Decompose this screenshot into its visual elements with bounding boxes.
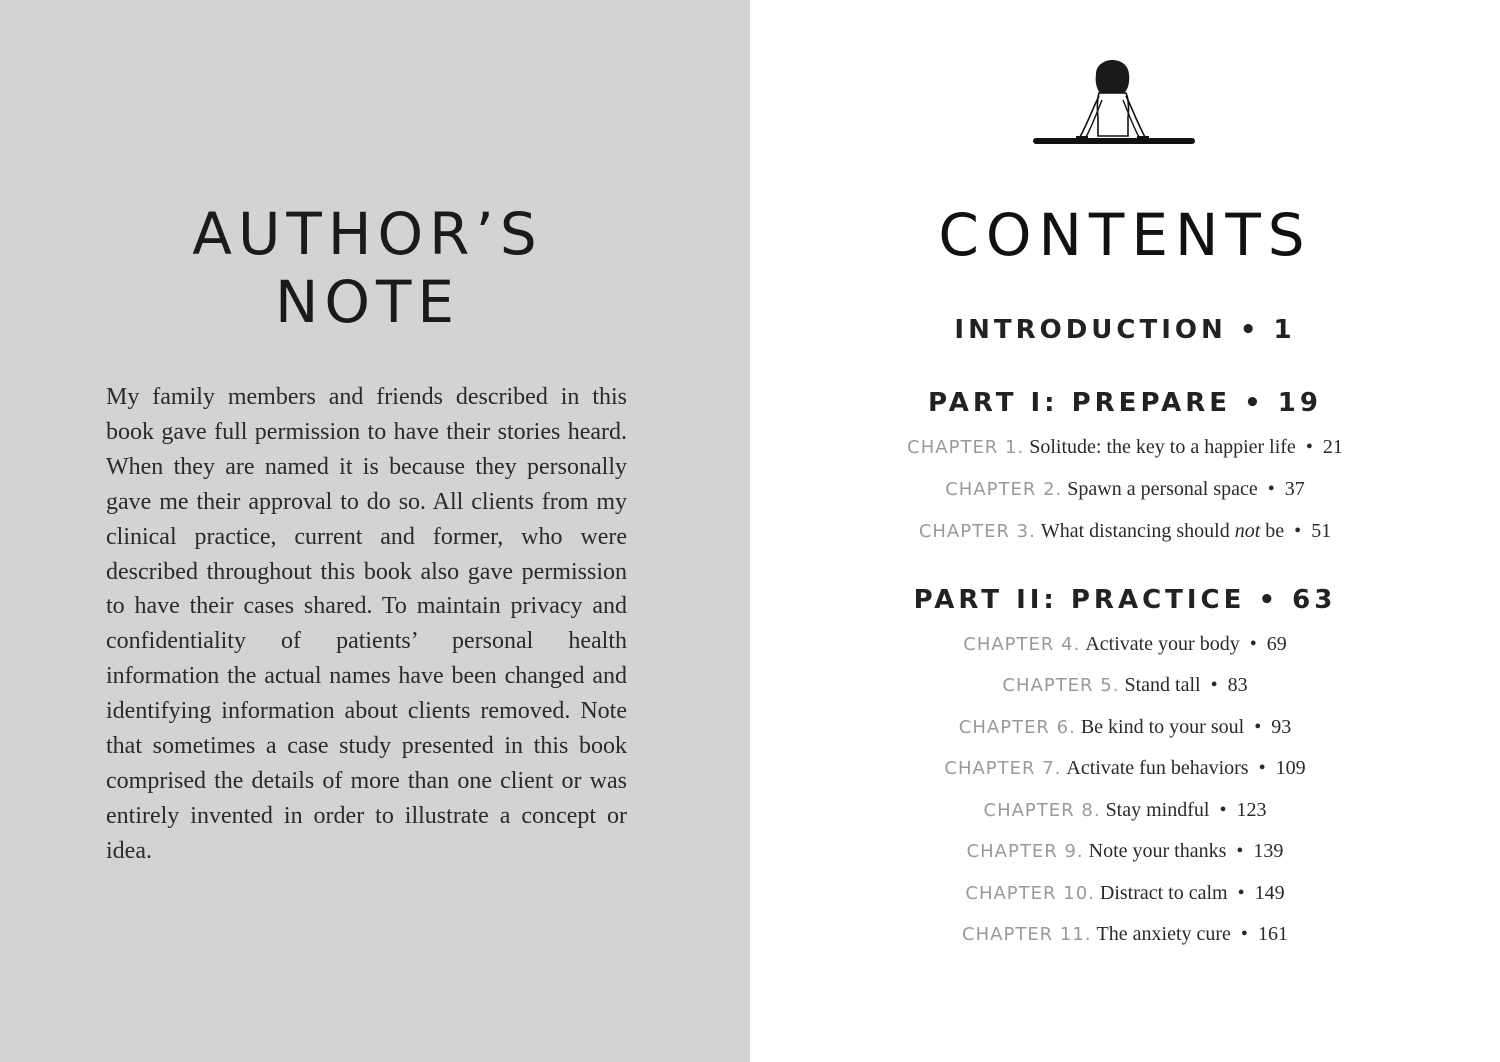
chapter-label: CHAPTER 9. [966, 841, 1084, 862]
toc-bullet: • [1219, 799, 1227, 821]
chapter-title: Activate your body [1085, 633, 1240, 655]
contents-title: CONTENTS [938, 201, 1312, 269]
toc-chapter-2[interactable] [750, 478, 1500, 501]
authors-note-title-line2: NOTE [274, 268, 461, 336]
toc-chapter-1[interactable] [750, 436, 1500, 459]
toc-part1-label: PART I: PREPARE [928, 388, 1232, 418]
toc-introduction-page: 1 [1273, 315, 1296, 345]
chapter-page: 93 [1271, 716, 1292, 738]
chapter-page: 161 [1257, 923, 1288, 945]
authors-note-body: My family members and friends described in this book gave full permission to have their stories heard. When they are named it is because they personally gave me their approval to do so. All clients from my clinical practice, current and former, who were described throughout this book also gave permission to have their cases shared. To maintain privacy and confidentiality of patients’ personal health information the actual names have been changed and identifying information about clients removed. Note that sometimes a case study presented in this book comprised the details of more than one client or was entirely invented in order to illustrate a concept or idea. [106, 384, 627, 864]
chapter-title-emphasis: not [1234, 520, 1261, 542]
chapter-page: 123 [1236, 799, 1267, 821]
chapter-label: CHAPTER 8. [983, 800, 1101, 821]
toc-chapter-10[interactable] [750, 882, 1500, 905]
chapter-page: 139 [1253, 840, 1284, 862]
chapter-label: CHAPTER 10. [965, 883, 1095, 904]
chapter-title: Be kind to your soul [1080, 716, 1245, 738]
chapter-page: 69 [1266, 633, 1287, 655]
seated-girl-illustration [1030, 60, 1195, 150]
chapter-page: 51 [1311, 520, 1332, 542]
chapter-label: CHAPTER 5. [1002, 675, 1120, 696]
chapter-page: 37 [1284, 478, 1305, 500]
chapter-page: 83 [1227, 674, 1248, 696]
toc-bullet: • [1236, 840, 1244, 862]
toc-chapter-7[interactable] [750, 757, 1500, 780]
chapter-title: Activate fun behaviors [1066, 757, 1249, 779]
chapter-label: CHAPTER 1. [907, 437, 1025, 458]
chapter-label: CHAPTER 11. [962, 924, 1092, 945]
chapter-title: Note your thanks [1088, 840, 1227, 862]
toc-chapter-9[interactable] [750, 840, 1500, 863]
authors-note-title [0, 200, 735, 336]
chapter-title: Solitude: the key to a happier life [1029, 436, 1296, 458]
chapter-label: CHAPTER 2. [945, 479, 1063, 500]
toc-introduction[interactable] [750, 315, 1500, 345]
toc-bullet: • [1305, 436, 1313, 458]
toc-bullet: • [1254, 716, 1262, 738]
chapter-title-end: be [1265, 520, 1285, 542]
chapter-title [1041, 520, 1284, 542]
toc-chapter-11[interactable] [750, 923, 1500, 946]
toc-part1[interactable] [750, 388, 1500, 418]
chapter-title: Stand tall [1124, 674, 1201, 696]
chapter-label: CHAPTER 7. [944, 758, 1062, 779]
toc-chapter-8[interactable] [750, 799, 1500, 822]
toc-chapter-6[interactable] [750, 716, 1500, 739]
toc-chapter-3[interactable] [750, 520, 1500, 543]
toc-bullet: • [1258, 757, 1266, 779]
toc-bullet: • [1239, 315, 1261, 345]
chapter-page: 21 [1322, 436, 1343, 458]
right-page [750, 0, 1500, 1062]
chapter-title: The anxiety cure [1096, 923, 1231, 945]
toc-bullet: • [1210, 674, 1218, 696]
chapter-title: Stay mindful [1105, 799, 1210, 821]
toc-bullet: • [1237, 882, 1245, 904]
toc-bullet: • [1244, 388, 1265, 418]
chapter-label: CHAPTER 6. [958, 717, 1076, 738]
toc-bullet: • [1249, 633, 1257, 655]
toc-bullet: • [1258, 585, 1280, 615]
toc-introduction-label: INTRODUCTION [954, 315, 1227, 345]
toc-part1-page: 19 [1277, 388, 1322, 418]
toc-chapter-4[interactable] [750, 633, 1500, 656]
chapter-label: CHAPTER 3. [918, 521, 1036, 542]
toc-bullet: • [1267, 478, 1275, 500]
chapter-label: CHAPTER 4. [963, 634, 1081, 655]
toc-bullet: • [1294, 520, 1302, 542]
toc-part2-label: PART II: PRACTICE [913, 585, 1246, 615]
toc-part2-page: 63 [1292, 585, 1337, 615]
chapter-page: 149 [1254, 882, 1285, 904]
chapter-page: 109 [1275, 757, 1306, 779]
toc-part2[interactable] [750, 585, 1500, 615]
toc-chapter-5[interactable] [750, 674, 1500, 697]
toc-bullet: • [1240, 923, 1248, 945]
chapter-title-start: What distancing should [1040, 520, 1230, 542]
chapter-title: Distract to calm [1099, 882, 1228, 904]
chapter-title: Spawn a personal space [1067, 478, 1258, 500]
authors-note-title-line1: AUTHOR’S [192, 200, 543, 268]
